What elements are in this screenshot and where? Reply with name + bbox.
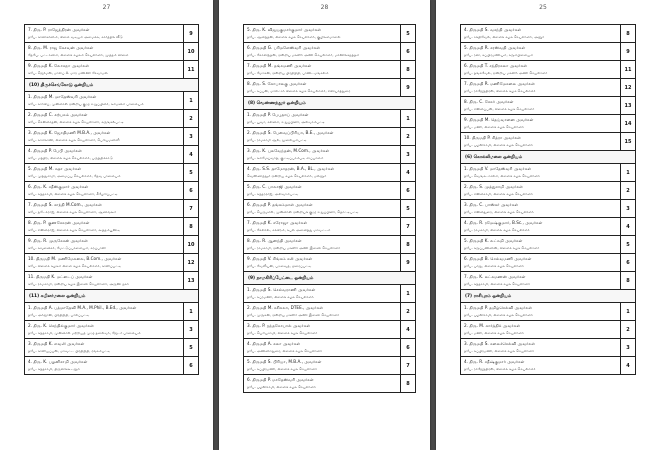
- member-name: 2. திருமதி S. பேவைப்பிரியா, B.E., அவர்கள்: [247, 130, 334, 135]
- member-name: 3. திரு. C. பாஸ்கர் அவர்கள்: [464, 202, 519, 207]
- member-name: 3. திரு. P. நந்தகோபால் அவர்கள்: [247, 323, 311, 328]
- member-description: தபே. சுப்பிரமணி, கிளைக் கழக செயலாளர்: [247, 367, 318, 371]
- member-details: [461, 133, 620, 150]
- member-details: [25, 43, 183, 60]
- member-description: தபே. ராமசாமி ஆல், மூலையம்பட்டி: [247, 138, 307, 142]
- member-description: தபே. தங்கவேல், ஒன்றிய மகளிர் அணி செயலாளர்: [464, 71, 548, 75]
- member-details: [25, 182, 183, 199]
- member-description: தபே. ராமசாமி, ஒன்றிய மகளிர் அணி இணை செயலாளர்: [247, 246, 341, 250]
- ward-number: 8: [183, 218, 198, 235]
- member-details: [244, 303, 400, 320]
- member-description: தபே. பூவா, கலனம், உறுப்பினர், அலவாம்பட்டி: [247, 120, 325, 124]
- table-row: [243, 200, 416, 218]
- member-name: 4. திருமதி S. வசந்தி அவர்கள்: [464, 27, 522, 32]
- member-name: 10. திருமதி M. மணிமேகலை, B.Com., அவர்கள்: [28, 256, 122, 261]
- table-row: [460, 164, 636, 182]
- member-description: தபே. பெருமாள், முன்னாள் ஒன்றியக் குழு உறுப்பினர், தொட்டிபட்டி: [247, 210, 359, 214]
- table-row: [243, 24, 416, 43]
- ward-number: 7: [400, 218, 415, 235]
- member-details: [25, 200, 183, 217]
- ward-number: 2: [400, 128, 415, 145]
- member-details: [25, 146, 183, 163]
- section-heading: (7) ராசிபுரம் ஒன்றியம்: [460, 290, 636, 303]
- table-row: [24, 164, 199, 182]
- ward-number: 1: [183, 92, 198, 109]
- member-details: [244, 110, 400, 127]
- member-details: [461, 182, 620, 199]
- ward-number: 9: [183, 25, 198, 42]
- table-row: [460, 236, 636, 254]
- member-name: 5. திருமதி R. சரஸ்வதி அவர்கள்: [464, 45, 526, 50]
- member-description: தபே. அர்ஜுன், பிரதிநிதி, பாலப்பட்டி: [28, 313, 90, 317]
- member-description: கபே. சென்னாதன், கிளைக் கழக செயலாளர், கருங்கல்பட்டி: [28, 120, 124, 124]
- table-row: [243, 182, 416, 200]
- member-details: [25, 357, 183, 374]
- member-name: 8. திரு. S. கோபாலகு அவர்கள்: [247, 81, 307, 86]
- member-details: [244, 236, 400, 253]
- member-name: 7. திருமதி K. சரோஜா அவர்கள்: [247, 220, 308, 225]
- member-description: கபே. கவுனைகர், மேட்டுப்பாளையம், கரப்பாளி: [28, 246, 106, 250]
- member-description: தபே. காளியப்பன், மாவட்ட பிரதிநிதி, ரங்கம்பட்டி: [28, 349, 111, 353]
- table-row: [460, 97, 636, 115]
- member-details: [25, 164, 183, 181]
- member-name: 2. திருமதி C. கற்பகம் அவர்கள்: [28, 112, 88, 117]
- member-description: தபே. வெங்கடாசலம், கிளைக் கழக செயலாளர்: [464, 174, 540, 178]
- member-details: [25, 321, 183, 338]
- ward-number: 1: [183, 303, 198, 320]
- member-name: 6. திருமதி T. சந்திரகலா அவர்கள்: [464, 63, 528, 68]
- member-description: கபே. கந்தசாமி, கிளைக் கழக செயலாளர், கீழேரிப்பட்டி: [28, 192, 118, 196]
- member-details: [461, 115, 620, 132]
- member-name: 7. திருமதி R. மணிமேகலை அவர்கள்: [464, 81, 535, 86]
- ward-number: 6: [400, 182, 415, 199]
- table-row: [460, 182, 636, 200]
- ward-number: 2: [400, 303, 415, 320]
- member-name: 7. திருமதி S. சாந்தி M.Com., அவர்கள்: [28, 202, 102, 207]
- member-description: கபே. சின்னராஜ், கிளைக் கழக செயலாளர், கூத்தம்பூண்டி: [28, 228, 121, 232]
- member-details: [244, 146, 400, 163]
- member-details: [461, 272, 620, 289]
- table-row: [243, 254, 416, 272]
- table-row: [243, 128, 416, 146]
- table-row: [460, 321, 636, 339]
- ward-number: 5: [183, 339, 198, 356]
- member-details: [244, 218, 400, 235]
- ward-number: 3: [620, 339, 635, 356]
- ward-number: 13: [620, 97, 635, 114]
- member-details: [244, 128, 400, 145]
- ward-number: 4: [620, 357, 635, 374]
- table-row: [24, 128, 199, 146]
- table-row: [24, 254, 199, 272]
- member-details: [461, 79, 620, 96]
- member-description: தபே. சுப்பன், மாலட்சர் கிளைக் கழக செயலாளர், சிவியாத்துரை: [247, 89, 351, 93]
- section-heading: (11) கபிலர்மலை ஒன்றியம்: [24, 290, 199, 303]
- table-row: [24, 24, 199, 43]
- table-row: [24, 218, 199, 236]
- ward-number: 11: [620, 61, 635, 78]
- member-name: 1. திருமதி S. செல்வராணி அவர்கள்: [247, 287, 316, 292]
- member-name: 10. திருமதி P. சித்ரா அவர்கள்: [464, 135, 521, 140]
- member-details: [461, 43, 620, 60]
- section-heading: (6) கொல்லிமலை ஒன்றியம்: [460, 151, 636, 164]
- member-name: 8. திரு. M. ராஜ கேசவன் அவர்கள்: [28, 45, 94, 50]
- page-number: 25: [539, 4, 547, 11]
- member-description: தபே. வேலியன், பறவைத், ஓரைப்பட்டி: [247, 264, 312, 268]
- table-row: [24, 92, 199, 110]
- member-name: 2. திரு. S. முத்துசாமி அவர்கள்: [464, 184, 523, 189]
- section-heading: (10) திருச்செங்கோடு ஒன்றியம்: [24, 79, 199, 92]
- member-details: [25, 303, 183, 320]
- member-details: [244, 182, 400, 199]
- member-details: [244, 285, 400, 302]
- member-name: 9. திருமதி K. லோகநா அவர்கள்: [28, 63, 90, 68]
- member-details: [25, 254, 183, 271]
- table-row: [243, 218, 416, 236]
- table-row: [24, 339, 199, 357]
- table-row: [24, 303, 199, 321]
- member-name: 5. திருமதி K. லட்சுமி அவர்கள்: [464, 238, 523, 243]
- member-name: 7. திரு. P. ராஜேந்திரன் அவர்கள்: [28, 27, 90, 32]
- member-name: 1. திருமதி P. பேபுதாய் அவர்கள்: [247, 112, 309, 117]
- member-description: தபே. கம்மேய்வாத், குட்டிப்பாம்படி சாப்பாளம்: [247, 156, 324, 160]
- member-name: 5. திரு. K. விஜயகுமார்குமார் அவர்கள்: [247, 27, 322, 32]
- table-row: [24, 61, 199, 79]
- member-description: கபே. ஜெர்மன், மாலப் A. மார மண்ணி சேவாமல்: [28, 71, 108, 75]
- member-description: தபே. அண்ணாதுரை, கிளைக் கழக செயலாளர்: [247, 349, 323, 353]
- ward-number: 6: [620, 254, 635, 271]
- ward-number: 2: [620, 182, 635, 199]
- table-row: [243, 79, 416, 97]
- member-details: [461, 254, 620, 271]
- member-description: தபே. மணி, கிளைக் கழக செயலாளர்: [464, 125, 524, 129]
- ward-number: 8: [400, 236, 415, 253]
- member-description: தபே. ராஜேந்திரன், கிளைக் கழக செயலாளர்: [464, 367, 536, 371]
- ward-number: 13: [183, 272, 198, 289]
- ward-number: 5: [620, 236, 635, 253]
- member-description: கபே. கிளைக் கழகம் கிளை கழக செயலாளர், காளிப்பட்டி: [28, 264, 122, 268]
- member-name: 4. திரு. S.S. தாமோதரன், B.A., BL., அவர்கள்: [247, 166, 335, 171]
- member-description: தபே. முருகன், ஒன்றிய மகளிர் அணி இணை செயலாளர்: [247, 313, 340, 317]
- member-details: [25, 110, 183, 127]
- member-name: 9. திருமதி M. தெய்வானை அவர்கள்: [464, 117, 534, 122]
- ward-number: 6: [183, 357, 198, 374]
- member-description: கபே. கார்கிப், முன்னாள் ஒன்றிய குழு உறுப்பினர், கம்மனம் பாளையம்: [28, 102, 144, 106]
- ward-number: 4: [620, 218, 635, 235]
- ward-number: 10: [183, 43, 198, 60]
- member-description: கபே. நடேச்ராஜ், கிளைக் கழக செயலாளர், ஆணங்கூர்: [28, 210, 117, 214]
- member-name: 6. திரு. K. சதீஸ்குமார் அவர்கள்: [28, 184, 89, 189]
- member-description: தபே. காவிகர்ணம், கிளை வடியம் அமைக்க, கார்த்திக் வீடு: [28, 35, 123, 39]
- member-name: 6. திருமதி B. செல்வமணி அவர்கள்: [464, 256, 532, 261]
- table-row: [243, 357, 416, 375]
- table-row: [24, 357, 199, 375]
- ward-number: 3: [183, 128, 198, 145]
- ward-number: 4: [400, 321, 415, 338]
- member-table: [243, 24, 416, 393]
- ward-number: 12: [183, 254, 198, 271]
- member-description: தபே. சுப்பிரமணி, கிளைக் கழக செயலாளர்: [464, 349, 535, 353]
- member-details: [25, 92, 183, 109]
- table-row: [24, 146, 199, 164]
- table-row: [24, 200, 199, 218]
- member-name: 4. திருமதி A. கலா அவர்கள்: [247, 341, 301, 346]
- member-details: [461, 339, 620, 356]
- ward-number: 9: [400, 254, 415, 271]
- member-name: 4. திருமதி P. பேபி அவர்கள்: [28, 148, 82, 153]
- member-description: தபே. கந்தசாமி, கிளைக் கழக செயலாளர்: [464, 282, 530, 286]
- member-name: 6. திருமதி P. தங்கம்மாள் அவர்கள்: [247, 202, 313, 207]
- table-row: [460, 339, 636, 357]
- table-row: [460, 115, 636, 133]
- ward-number: 6: [183, 182, 198, 199]
- table-row: [243, 321, 416, 339]
- member-description: தபே. சின்னசாமி, கிளைக் கழக செயலாளர்: [464, 192, 533, 196]
- member-details: [244, 254, 400, 271]
- member-description: தபே. மணி, கிளைக் கழக செயலாளர்: [464, 331, 524, 335]
- member-description: தபே. சின்னப்பன், கிளைக் கழக செயலாளர்: [464, 107, 535, 111]
- member-name: 6. திருமதி P. மாதேஸ்வரி அவர்கள்: [247, 377, 314, 382]
- member-description: தபே. கருப்பண்ணன், கிளைக் கழக செயலாளர்: [464, 246, 540, 250]
- member-description: தபே. பழனிசாமி, கிளைக் கழக செயலாளர்: [464, 143, 533, 147]
- table-row: [24, 110, 199, 128]
- member-description: தபே. பெரியசாமி, கிளைக் கழக செயலாளர்: [247, 331, 318, 335]
- member-name: 8. திரு. C. சேகர் அவர்கள்: [464, 99, 514, 104]
- member-description: தபே. சின்னதுரை, கிளைக் கழக செயலாளர்: [464, 210, 534, 214]
- member-table: [460, 24, 636, 375]
- member-description: வெண்ணந்தூர் ஒன்றிய கழக செயலாளர், மல்லூர்: [247, 174, 327, 178]
- table-row: [243, 285, 416, 303]
- table-row: [460, 303, 636, 321]
- table-row: [460, 254, 636, 272]
- member-details: [244, 357, 400, 374]
- member-details: [244, 375, 400, 392]
- table-row: [24, 236, 199, 254]
- member-details: [244, 79, 400, 96]
- table-row: [460, 24, 636, 43]
- member-name: 7. திரு. K. லட்சுமணன் அவர்கள்: [464, 274, 526, 279]
- member-name: 1. திருமதி P. தமிழ்செல்வி அவர்கள்: [464, 305, 532, 310]
- member-description: கபே. ராமசாமி, ஒன்றிய கழக இணை செயலாளர், அருண் நகர்: [28, 282, 129, 286]
- member-details: [244, 61, 400, 78]
- ward-number: 14: [620, 115, 635, 132]
- member-details: [25, 339, 183, 356]
- ward-number: 8: [400, 375, 415, 392]
- ward-number: 10: [183, 236, 198, 253]
- ward-number: 8: [620, 25, 635, 42]
- ward-number: 9: [620, 43, 635, 60]
- ward-number: 1: [620, 303, 635, 320]
- ward-number: 6: [400, 339, 415, 356]
- member-description: தேபே. பட்டாணம், கிளைக் கழகம் செயலாளர், முத்தம் விளை: [28, 53, 129, 57]
- ward-number: 1: [620, 164, 635, 181]
- ward-number: 9: [400, 79, 415, 96]
- table-row: [243, 303, 416, 321]
- table-row: [243, 375, 416, 393]
- member-name: 11. திருமதி K. மட்டைப் அவர்கள்: [28, 274, 93, 279]
- member-details: [25, 218, 183, 235]
- member-name: 3. திரு. K. புலவேந்தன், M.Com., அவர்கள்: [247, 148, 330, 153]
- member-description: தபே. கோவிந்தன், ஒன்றிய மகளிர் அணி செயலாளர், மாணிக்கநத்தம்: [247, 53, 360, 57]
- member-name: 4. திரு. K. பழனிசாமி அவர்கள்: [28, 359, 88, 364]
- member-description: கபே. மத்திர, கிளைக் கழக செயலாளர், பருத்திக்காடு: [28, 156, 113, 160]
- member-name: 8. திரு. R. ஆனந்தி அவர்கள்: [247, 238, 302, 243]
- table-row: [24, 43, 199, 61]
- member-name: 2. திருமதி M. சசிகலா, DTEE., அவர்கள்: [247, 305, 324, 310]
- table-row: [460, 357, 636, 375]
- member-details: [461, 61, 620, 78]
- member-name: 6. திருமதி G. பரிமளேஸ்வரி அவர்கள்: [247, 45, 321, 50]
- member-name: 5. திருமதி S. பிரியா, M.B.A., அவர்கள்: [247, 359, 322, 364]
- member-details: [244, 43, 400, 60]
- table-row: [460, 43, 636, 61]
- member-description: தபே. சக்திவேல், கிளைக் கழக செயலாளர், அனுர்: [464, 35, 545, 39]
- document-page-left: [0, 0, 213, 450]
- member-name: 1. திருமதி V. மாதேஸ்வரி அவர்கள்: [464, 166, 532, 171]
- ward-number: 1: [400, 110, 415, 127]
- member-details: [25, 128, 183, 145]
- member-name: 3. திருமதி K. ஜோதிமணி M.B.A., அவர்கள்: [28, 130, 111, 135]
- member-description: தபே. பாலு, கிளைக் கழக செயலாளர்: [464, 264, 524, 268]
- ward-number: 1: [400, 285, 415, 302]
- member-description: தபே. ராமசாமி, கிளைக் கழக செயலாளர்: [464, 228, 530, 232]
- ward-number: 15: [620, 133, 635, 150]
- member-details: [244, 164, 400, 181]
- member-name: 3. திருமதி K. எவலி அவர்கள்: [28, 341, 85, 346]
- member-name: 4. திரு. R. ரமேஷ்குமார், B.Sc., அவர்கள்: [464, 220, 543, 225]
- member-details: [244, 339, 400, 356]
- ward-number: 12: [620, 79, 635, 96]
- table-row: [243, 61, 416, 79]
- ward-number: 7: [183, 200, 198, 217]
- ward-number: 8: [620, 272, 635, 289]
- member-description: கபே. முத்துசாமி, அமைப்பு செயலாளர், தேவ பாளையம்: [28, 174, 121, 178]
- member-description: தபே. சுந்தரராஜ், அலவாம்பட்டி: [247, 192, 299, 196]
- table-row: [24, 321, 199, 339]
- member-details: [461, 25, 620, 42]
- section-heading: (9) நாமகிரிப்பேட்டை ஒன்றியம்: [243, 272, 416, 285]
- table-row: [243, 146, 416, 164]
- table-row: [460, 133, 636, 151]
- member-name: 3. திருமதி S. கலைச்செல்வி அவர்கள்: [464, 341, 535, 346]
- member-details: [244, 200, 400, 217]
- member-details: [461, 357, 620, 374]
- member-name: 2. திரு. M. கார்த்திக் அவர்கள்: [464, 323, 521, 328]
- member-name: 1. திருமதி A. பத்மாதேவி M.A., M.Phil., B.Ed., அவர்கள்: [28, 305, 137, 310]
- member-details: [244, 25, 400, 42]
- member-details: [25, 272, 183, 289]
- table-row: [460, 200, 636, 218]
- ward-number: 3: [183, 321, 198, 338]
- member-name: 5. திரு. C. பாலாஜி அவர்கள்: [247, 184, 302, 189]
- ward-number: 11: [183, 61, 198, 78]
- table-row: [243, 236, 416, 254]
- page-number: 27: [102, 4, 111, 11]
- member-details: [461, 303, 620, 320]
- ward-number: 5: [183, 164, 198, 181]
- table-row: [243, 164, 416, 182]
- member-name: 7. திருமதி M. தங்கமணி அவர்கள்: [247, 63, 312, 68]
- ward-number: 3: [400, 146, 415, 163]
- ward-number: 4: [400, 164, 415, 181]
- member-details: [25, 236, 183, 253]
- ward-number: 5: [400, 200, 415, 217]
- member-name: 1. திருமதி M. மாதேஸ்வரி அவர்கள்: [28, 94, 97, 99]
- page-number: 28: [320, 4, 329, 11]
- table-row: [460, 272, 636, 290]
- member-description: தபே. பழனிசாமி, கிளைக் கழக செயலாளர்: [464, 313, 533, 317]
- member-details: [25, 25, 183, 42]
- member-description: தபே. கந்தசாமி, திருவிக்கூடலூர்: [28, 367, 80, 371]
- member-table: [24, 24, 199, 375]
- ward-number: 7: [400, 357, 415, 374]
- member-name: 2. திரு. K. செந்தில்குமார் அவர்கள்: [28, 323, 94, 328]
- member-details: [461, 236, 620, 253]
- member-name: 9. திரு. R. முருகேசன் அவர்கள்: [28, 238, 88, 243]
- member-description: தபே. ரவி, சுப்பிரமணியம், கரும்பிளையம்: [464, 53, 534, 57]
- member-name: 9. திருமதி V. சிங்கம் சலி அவர்கள்: [247, 256, 313, 261]
- member-details: [461, 200, 620, 217]
- table-row: [24, 182, 199, 200]
- member-description: தபே. பழனிசாமி, கிளைக் கழக செயலாளர்: [247, 385, 316, 389]
- member-details: [461, 97, 620, 114]
- member-description: கபே. காசிகானி, கிளைக் கழக செயலாளர், பெரியமணலி: [28, 138, 120, 142]
- member-details: [25, 61, 183, 78]
- document-page-right: [436, 0, 650, 450]
- member-description: தபே. ஆனந்தன், கிளைக் கழக செயலாளர், குழிகளமாலை: [247, 35, 341, 39]
- member-name: 8. திரு. P. குணசேகரன் அவர்கள்: [28, 220, 90, 225]
- table-row: [243, 339, 416, 357]
- table-row: [243, 110, 416, 128]
- member-description: தபே. கேலாவ், சுக்கிரம், சுபல் அனைத்து மாவட்டம்: [247, 228, 331, 232]
- ward-number: 4: [183, 146, 198, 163]
- document-page-middle: [219, 0, 430, 450]
- member-description: தபே. கந்தசாமி, முன்னாள் மற்றியத் முழு தலைவர், ஜேடர் பாளையம்: [28, 331, 141, 335]
- ward-number: 6: [400, 43, 415, 60]
- table-row: [24, 272, 199, 290]
- member-details: [244, 321, 400, 338]
- table-row: [243, 43, 416, 61]
- member-details: [461, 164, 620, 181]
- member-description: தபே. ராஜேந்திரன், கிளைக் கழக செயலாளர்: [464, 89, 536, 93]
- ward-number: 5: [400, 25, 415, 42]
- member-description: தபே. சுப்ரமணி, கிளைக் கழக செயலாளர்: [247, 295, 314, 299]
- member-details: [461, 321, 620, 338]
- ward-number: 2: [620, 321, 635, 338]
- table-row: [460, 218, 636, 236]
- section-heading: (8) வெண்ணந்தூர் ஒன்றியம்: [243, 97, 416, 110]
- table-row: [460, 79, 636, 97]
- ward-number: 8: [400, 61, 415, 78]
- ward-number: 3: [620, 200, 635, 217]
- ward-number: 2: [183, 110, 198, 127]
- member-details: [461, 218, 620, 235]
- member-name: 5. திருமதி M. சுதா அவர்கள்: [28, 166, 82, 171]
- member-description: தபே. மோகன், ஒன்றிய பிரதிநிதி, பாண்டமங்கலம்: [247, 71, 329, 75]
- table-row: [460, 61, 636, 79]
- member-name: 4. திரு. R. சதீஷ்குமார் அவர்கள்: [464, 359, 525, 364]
